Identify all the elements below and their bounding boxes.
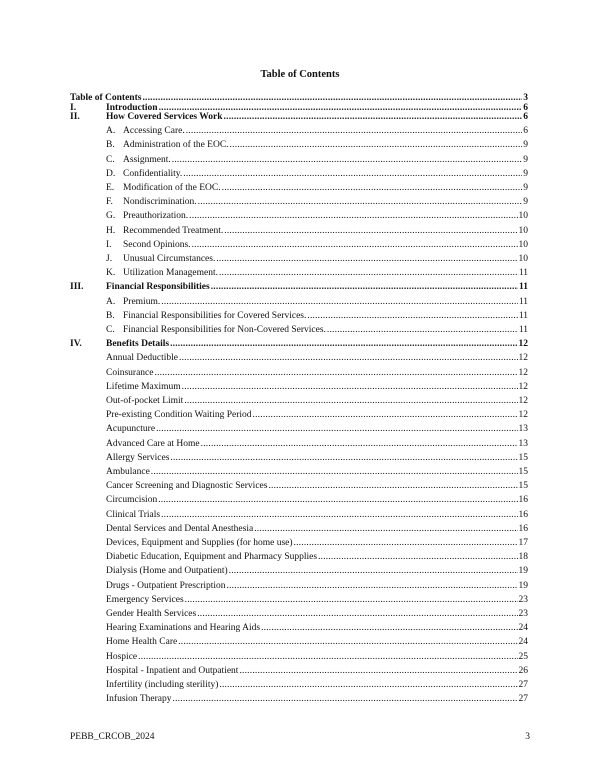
toc-entry-page-number: 17 — [518, 538, 528, 548]
dot-leader — [268, 481, 517, 492]
toc-entry[interactable] — [70, 311, 528, 322]
dot-leader — [239, 666, 517, 677]
subsection-letter: F. — [106, 197, 113, 208]
toc-entry[interactable] — [70, 169, 528, 180]
dot-leader — [219, 680, 517, 691]
toc-entry[interactable] — [70, 282, 528, 293]
toc-entry-label: Confidentiality. — [123, 168, 183, 179]
toc-entry-page-number: 6 — [523, 126, 528, 137]
toc-entry[interactable] — [70, 623, 528, 634]
toc-entry-label: Benefits Details — [106, 339, 170, 350]
toc-entry-page-number: 16 — [518, 523, 528, 534]
dot-leader — [161, 297, 518, 308]
toc-entry-page-number: 3 — [523, 93, 528, 103]
toc-entry-label: Hearing Examinations and Hearing Aids — [106, 623, 261, 634]
subsection-letter: B. — [106, 140, 115, 151]
subsection-letter: H. — [106, 225, 116, 236]
toc-entry[interactable] — [70, 396, 528, 407]
subsection-letter: I. — [106, 239, 112, 250]
toc-entry[interactable] — [70, 382, 528, 393]
toc-entry-label: Clinical Trials — [106, 509, 161, 520]
toc-entry-label: Assignment. — [123, 154, 171, 165]
subsection-letter: A. — [106, 296, 116, 307]
toc-entry-label: Modification of the EOC. — [123, 183, 221, 193]
toc-entry[interactable] — [70, 680, 528, 691]
toc-entry-page-number: 10 — [518, 211, 528, 222]
toc-entry[interactable] — [70, 183, 528, 194]
toc-entry[interactable] — [70, 112, 528, 123]
toc-entry-label: How Covered Services Work — [106, 112, 223, 122]
toc-entry[interactable] — [70, 609, 528, 620]
toc-entry-label: Ambulance — [106, 467, 150, 477]
dot-leader — [254, 524, 517, 535]
toc-entry-page-number: 27 — [518, 694, 528, 705]
dot-leader — [227, 581, 518, 592]
toc-entry-page-number: 18 — [518, 552, 528, 563]
toc-entry[interactable] — [70, 581, 528, 592]
section-number: IV. — [70, 339, 82, 350]
toc-entry-label: Coinsurance — [106, 367, 154, 378]
toc-entry-label: Dialysis (Home and Outpatient) — [106, 566, 228, 577]
dot-leader — [182, 382, 518, 393]
toc-entry-page-number: 6 — [523, 112, 528, 122]
dot-leader — [222, 183, 523, 194]
toc-entry-page-number: 9 — [523, 168, 528, 179]
toc-entry[interactable] — [70, 666, 528, 677]
toc-entry-page-number: 11 — [518, 268, 528, 279]
toc-entry[interactable] — [70, 495, 528, 506]
toc-entry[interactable] — [70, 240, 528, 251]
toc-entry-page-number: 10 — [518, 225, 528, 236]
toc-entry-page-number: 11 — [518, 325, 528, 335]
toc-entry-page-number: 12 — [518, 381, 528, 392]
toc-entry-label: Infertility (including sterility) — [106, 680, 219, 690]
toc-entry-page-number: 10 — [518, 239, 528, 250]
dot-leader — [261, 623, 517, 634]
toc-entry-label: Hospital - Inpatient and Outpatient — [106, 665, 239, 676]
dot-leader — [224, 226, 517, 237]
toc-entry[interactable] — [70, 339, 528, 350]
section-number: II. — [70, 112, 80, 122]
toc-entry-page-number: 19 — [518, 566, 528, 577]
toc-entry-label: Infusion Therapy — [106, 694, 172, 705]
toc-entry[interactable] — [70, 211, 528, 222]
toc-entry-label: Financial Responsibilities — [106, 282, 210, 293]
toc-entry-page-number: 25 — [518, 651, 528, 662]
toc-entry-label: Annual Deductible — [106, 353, 179, 364]
footer-document-id: PEBB_CRCOB_2024 — [70, 732, 155, 742]
toc-entry[interactable] — [70, 197, 528, 208]
dot-leader — [189, 211, 517, 222]
toc-entry-page-number: 26 — [518, 665, 528, 676]
toc-entry-label: Home Health Care — [106, 637, 178, 648]
dot-leader — [172, 155, 522, 166]
toc-entry-label: Pre-existing Condition Waiting Period — [106, 410, 252, 421]
toc-entry-page-number: 13 — [518, 438, 528, 449]
toc-entry-page-number: 13 — [518, 424, 528, 435]
toc-entry-label: Diabetic Education, Equipment and Pharmacy Supplies — [106, 552, 318, 563]
toc-entry[interactable] — [70, 453, 528, 464]
subsection-letter: J. — [106, 254, 113, 264]
dot-leader — [197, 609, 517, 620]
toc-entry-label: Drugs - Outpatient Prescription — [106, 580, 226, 591]
dot-leader — [179, 353, 517, 364]
toc-entry-page-number: 12 — [518, 396, 528, 406]
toc-entry[interactable] — [70, 439, 528, 450]
dot-leader — [170, 453, 517, 464]
dot-leader — [185, 595, 518, 606]
dot-leader — [327, 325, 518, 336]
toc-entry-page-number: 24 — [518, 637, 528, 648]
toc-entry-page-number: 24 — [518, 623, 528, 634]
dot-leader — [183, 169, 522, 180]
toc-entry-page-number: 11 — [518, 296, 528, 307]
toc-entry-page-number: 15 — [518, 467, 528, 477]
toc-entry-page-number: 12 — [518, 367, 528, 378]
dot-leader — [219, 268, 518, 279]
dot-leader — [307, 311, 517, 322]
toc-entry-label: Hospice — [106, 651, 138, 662]
dot-leader — [138, 652, 517, 663]
toc-entry-label: Financial Responsibilities for Covered Services. — [123, 310, 307, 321]
toc-entry-label: Preauthorization. — [123, 211, 189, 222]
toc-entry[interactable] — [70, 566, 528, 577]
dot-leader — [198, 197, 523, 208]
dot-leader — [161, 510, 517, 521]
toc-entry-label: Administration of the EOC. — [123, 140, 229, 151]
toc-entry[interactable] — [70, 353, 528, 364]
toc-entry-label: Utilization Management. — [123, 268, 218, 279]
toc-entry[interactable] — [70, 538, 528, 549]
toc-entry-page-number: 27 — [518, 680, 528, 690]
toc-entry-page-number: 9 — [523, 183, 528, 193]
dot-leader — [173, 694, 518, 705]
toc-entry-label: Introduction — [106, 102, 158, 113]
toc-entry-page-number: 6 — [523, 102, 528, 113]
toc-entry-label: Acupuncture — [106, 424, 156, 435]
toc-entry-page-number: 15 — [518, 481, 528, 492]
toc-entry-page-number: 11 — [519, 282, 528, 293]
section-number: III. — [70, 282, 84, 293]
toc-entry-label: Gender Health Services — [106, 609, 197, 619]
subsection-letter: G. — [106, 211, 116, 222]
toc-entry-page-number: 11 — [518, 310, 528, 321]
subsection-letter: C. — [106, 325, 115, 335]
subsection-letter: D. — [106, 168, 116, 179]
toc-entry-label: Financial Responsibilities for Non-Covered Services. — [123, 325, 326, 335]
subsection-letter: A. — [106, 126, 116, 137]
toc-entry-page-number: 10 — [518, 254, 528, 264]
toc-entry-label: Dental Services and Dental Anesthesia — [106, 523, 254, 534]
dot-leader — [186, 126, 523, 137]
toc-entry[interactable] — [70, 424, 528, 435]
dot-leader — [192, 240, 518, 251]
toc-entry-label: Emergency Services — [106, 594, 184, 605]
toc-entry-label: Accessing Care. — [123, 126, 185, 137]
toc-entry[interactable] — [70, 524, 528, 535]
toc-entry[interactable] — [70, 268, 528, 279]
toc-entry[interactable] — [70, 694, 528, 705]
page-title: Table of Contents — [260, 69, 340, 80]
dot-leader — [201, 439, 518, 450]
toc-entry[interactable] — [70, 368, 528, 379]
toc-entry-label: Table of Contents — [70, 93, 142, 103]
dot-leader — [178, 637, 517, 648]
toc-entry[interactable] — [70, 126, 528, 137]
toc-entry-page-number: 19 — [518, 580, 528, 591]
toc-entry-page-number: 9 — [523, 197, 528, 208]
toc-entry[interactable] — [70, 297, 528, 308]
toc-entry[interactable] — [70, 325, 528, 336]
toc-entry-page-number: 16 — [518, 495, 528, 506]
toc-entry-page-number: 12 — [518, 339, 528, 350]
toc-entry-label: Cancer Screening and Diagnostic Services — [106, 481, 268, 492]
dot-leader — [318, 552, 517, 563]
toc-entry-page-number: 9 — [523, 140, 528, 151]
toc-entry-label: Premium. — [123, 296, 161, 307]
toc-entry[interactable] — [70, 652, 528, 663]
toc-entry-label: Second Opinions. — [123, 239, 191, 250]
subsection-letter: B. — [106, 310, 115, 321]
dot-leader — [294, 538, 518, 549]
toc-entry[interactable] — [70, 226, 528, 237]
toc-entry-page-number: 15 — [518, 452, 528, 463]
toc-entry-label: Nondiscrimination. — [123, 197, 197, 208]
toc-entry-page-number: 16 — [518, 509, 528, 520]
dot-leader — [253, 410, 518, 421]
toc-entry-label: Advanced Care at Home — [106, 438, 200, 449]
dot-leader — [151, 467, 518, 478]
toc-entry[interactable] — [70, 510, 528, 521]
dot-leader — [229, 566, 518, 577]
subsection-letter: C. — [106, 154, 115, 165]
toc-entry-label: Lifetime Maximum — [106, 381, 181, 392]
subsection-letter: K. — [106, 268, 116, 279]
toc-entry[interactable] — [70, 637, 528, 648]
footer-page-number: 3 — [525, 732, 530, 742]
toc-entry-page-number: 23 — [518, 609, 528, 619]
dot-leader — [230, 140, 523, 151]
dot-leader — [211, 282, 518, 293]
subsection-letter: E. — [106, 183, 115, 193]
toc-entry-label: Recommended Treatment. — [123, 225, 224, 236]
toc-entry-label: Allergy Services — [106, 452, 170, 463]
dot-leader — [156, 424, 517, 435]
toc-entry[interactable] — [70, 155, 528, 166]
toc-entry[interactable] — [70, 595, 528, 606]
dot-leader — [155, 368, 518, 379]
toc-entry-label: Out-of-pocket Limit — [106, 396, 184, 406]
dot-leader — [216, 254, 517, 265]
toc-entry[interactable] — [70, 410, 528, 421]
toc-entry-label: Unusual Circumstances. — [123, 254, 216, 264]
toc-entry[interactable] — [70, 140, 528, 151]
section-number: I. — [70, 102, 77, 113]
toc-entry-page-number: 9 — [523, 154, 528, 165]
toc-entry[interactable] — [70, 467, 528, 478]
toc-entry-page-number: 23 — [518, 594, 528, 605]
toc-entry-label: Circumcision — [106, 495, 158, 506]
toc-entry[interactable] — [70, 552, 528, 563]
dot-leader — [158, 495, 517, 506]
toc-entry-page-number: 12 — [518, 410, 528, 421]
toc-entry[interactable] — [70, 254, 528, 265]
dot-leader — [170, 339, 517, 350]
toc-entry[interactable] — [70, 481, 528, 492]
dot-leader — [184, 396, 517, 407]
toc-entry-page-number: 12 — [518, 353, 528, 364]
dot-leader — [224, 112, 523, 123]
toc-entry-label: Devices, Equipment and Supplies (for home use) — [106, 538, 293, 548]
